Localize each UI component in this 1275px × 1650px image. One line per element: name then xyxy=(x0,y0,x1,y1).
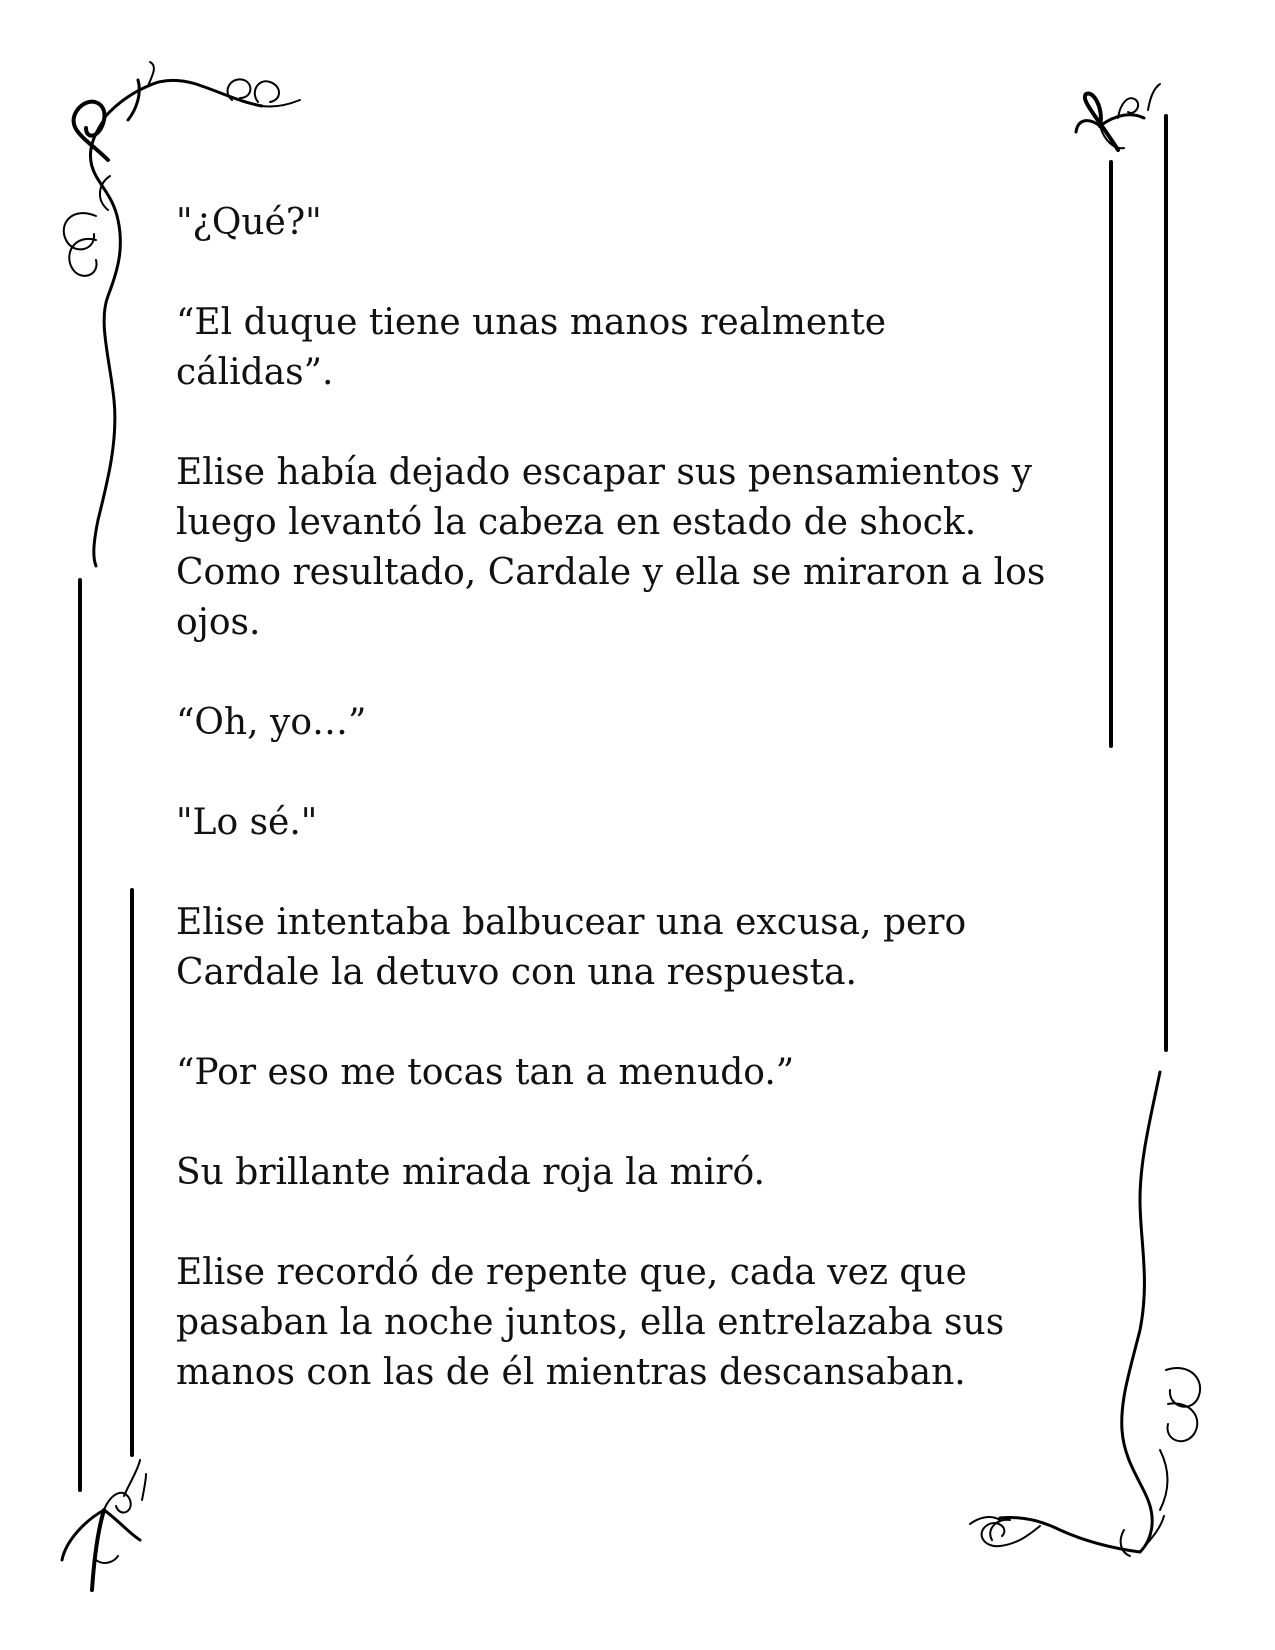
paragraph-1: "¿Qué?" xyxy=(176,202,322,243)
top-right-flourish-icon xyxy=(1076,84,1160,150)
paragraph-6: Elise intentaba balbucear una excusa, pero Cardale la detuvo con una respuesta. xyxy=(176,902,967,993)
story-text xyxy=(176,198,1106,1448)
paragraph-8: Su brillante mirada roja la miró. xyxy=(176,1152,765,1193)
paragraph-5: "Lo sé." xyxy=(176,802,318,843)
paragraph-2: “El duque tiene unas manos realmente cálidas”. xyxy=(176,302,887,393)
paragraph-3: Elise había dejado escapar sus pensamientos y luego levantó la cabeza en estado de shock. Como resultado, Cardale y ella se miraron a los ojos. xyxy=(176,452,1046,643)
paragraph-9: Elise recordó de repente que, cada vez que pasaban la noche juntos, ella entrelazaba sus manos con las de él mientras descansaban. xyxy=(176,1252,1005,1393)
bottom-left-flourish-icon xyxy=(62,1460,146,1590)
paragraph-7: “Por eso me tocas tan a menudo.” xyxy=(176,1052,795,1093)
paragraph-4: “Oh, yo…” xyxy=(176,702,367,743)
